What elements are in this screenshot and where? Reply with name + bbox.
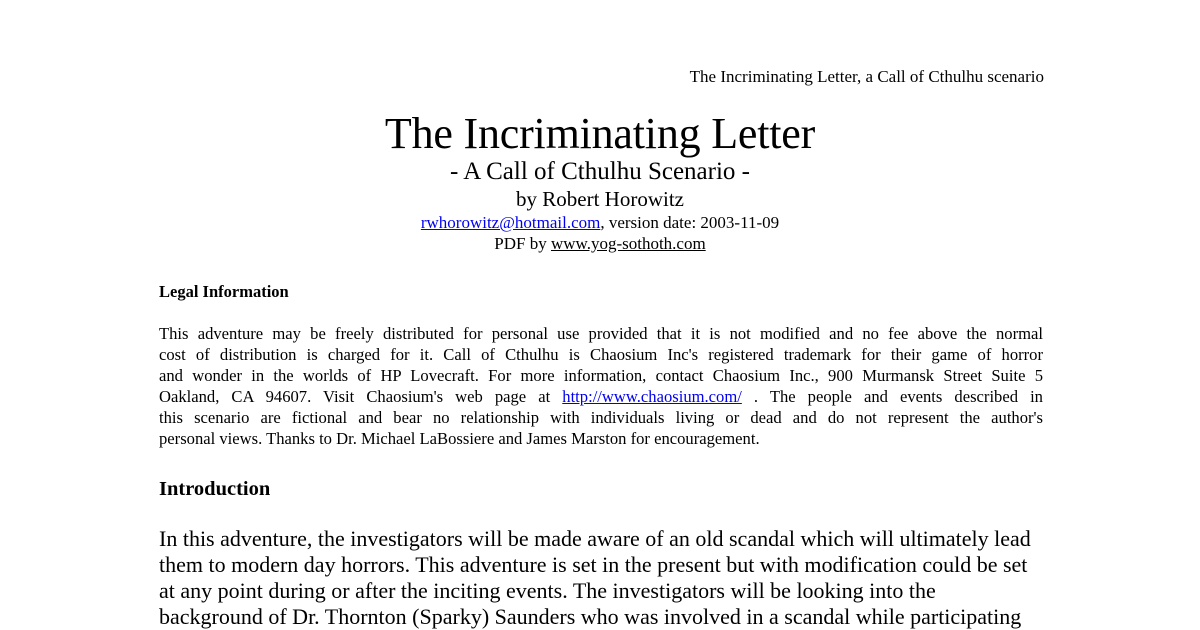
intro-line: In this adventure, the investigators will be made aware of an old scandal which will ultimately lead: [159, 526, 1031, 551]
email-link[interactable]: rwhorowitz@hotmail.com: [420, 213, 601, 232]
title-block: [0, 108, 1200, 254]
chaosium-link[interactable]: http://www.chaosium.com/: [562, 387, 742, 406]
intro-line: them to modern day horrors. This adventure is set in the present but with modification could be set: [159, 552, 1028, 577]
document-author: by Robert Horowitz: [516, 187, 684, 211]
running-header: The Incriminating Letter, a Call of Cthulhu scenario: [689, 67, 1044, 86]
legal-line4-suffix: . The people and events described in: [741, 387, 1043, 406]
intro-line: background of Dr. Thornton (Sparky) Saunders who was involved in a scandal while participating: [159, 604, 1022, 629]
legal-paragraph: [159, 323, 1043, 449]
document-subtitle: - A Call of Cthulhu Scenario -: [450, 158, 750, 185]
introduction-paragraph: [159, 526, 1049, 630]
pdf-credit-prefix: PDF by: [494, 234, 551, 253]
legal-line: personal views. Thanks to Dr. Michael LaBossiere and James Marston for encouragement.: [159, 429, 760, 448]
introduction-heading: Introduction: [159, 478, 271, 500]
pdf-credit-line: [0, 233, 1200, 254]
legal-line: and wonder in the worlds of HP Lovecraft. For more information, contact Chaosium Inc., 900 Murmansk Street Suite 5: [159, 366, 1043, 385]
yog-sothoth-link[interactable]: www.yog-sothoth.com: [550, 234, 706, 253]
legal-line4-prefix: Oakland, CA 94607. Visit Chaosium's web page at: [159, 387, 563, 406]
legal-heading: Legal Information: [159, 282, 289, 301]
legal-line: this scenario are fictional and bear no relationship with individuals living or dead and do not represent the author's: [159, 408, 1043, 427]
document-title: The Incriminating Letter: [384, 109, 816, 158]
intro-line: at any point during or after the inciting events. The investigators will be looking into the: [159, 578, 936, 603]
version-date: , version date: 2003-11-09: [600, 213, 780, 232]
legal-line-with-link: [159, 386, 1043, 407]
legal-line: This adventure may be freely distributed for personal use provided that it is not modified and no fee above the normal: [159, 324, 1043, 343]
contact-line: [0, 212, 1200, 233]
legal-line: cost of distribution is charged for it. Call of Cthulhu is Chaosium Inc's registered trademark for their game of horror: [159, 345, 1043, 364]
